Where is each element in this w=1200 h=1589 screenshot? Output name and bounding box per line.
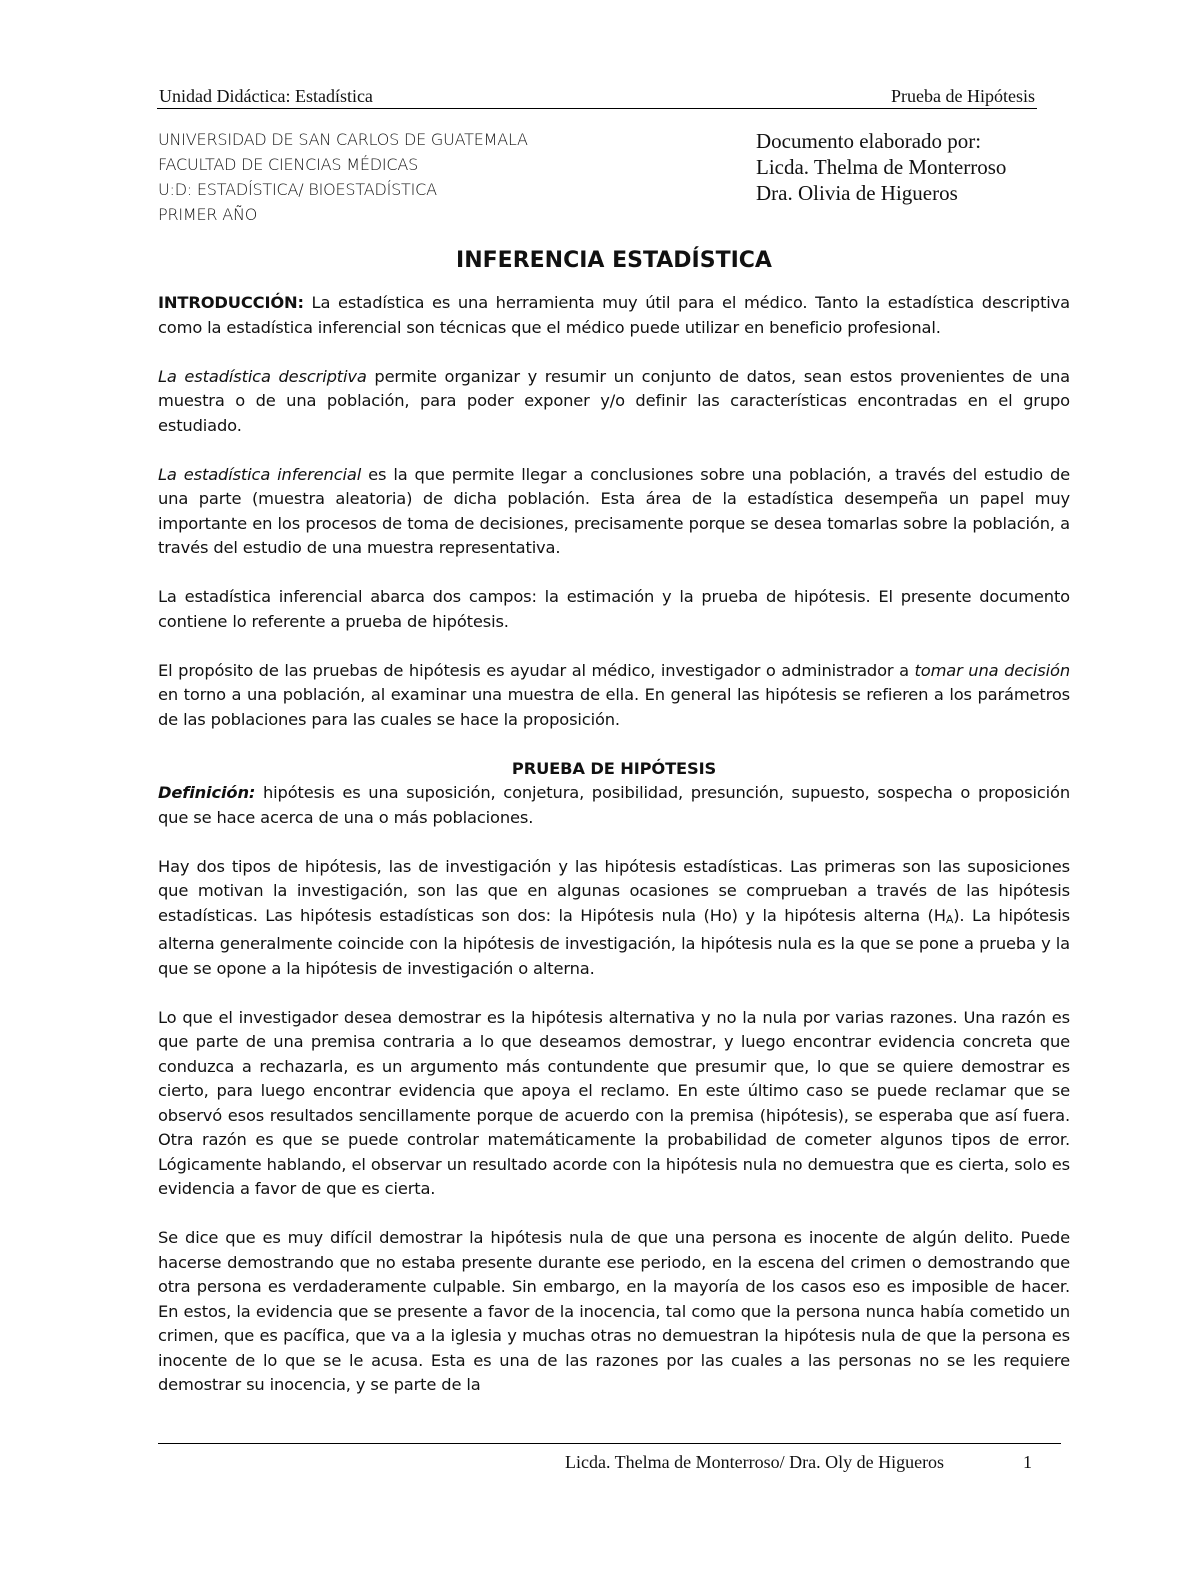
paragraph-difficult: Se dice que es muy difícil demostrar la hipótesis nula de que una persona es inocente de algún delito. Puede hacerse demostrando que no estaba presente durante ese periodo, en la escena del crimen o demostrando que otra persona es verdaderamente culpable. Sin embargo, en la mayoría de los casos eso es imposible de hacer. En estos, la evidencia que se presente a favor de la inocencia, tal como que la persona nunca había cometido un crimen, que es pacífica, que va a la iglesia y muchas otras no demuestran la hipótesis nula de que la persona es inocente de lo que se le acusa. Esta es una de las razones por las cuales a las personas no se les requiere demostrar su inocencia, y se parte de la <box>158 1228 1070 1394</box>
institution-faculty: FACULTAD DE CIENCIAS MÉDICAS <box>158 155 419 174</box>
types-text-after: ). La hipótesis alterna generalmente coincide con la hipótesis de investigación, la hipótesis nula es la que se pone a prueba y la que se opone a la hipótesis de investigación o alterna. <box>158 905 1070 978</box>
definition-label: Definición: <box>158 783 256 802</box>
descriptive-text: permite organizar y resumir un conjunto de datos, sean estos provenientes de una muestra o de una población, para poder exponer y/o definir las características encontradas en el grupo estudiado. <box>158 366 1070 435</box>
purpose-emphasis: tomar una decisión <box>914 660 1070 680</box>
descriptive-term: La estadística descriptiva <box>158 366 367 386</box>
definition-text: hipótesis es una suposición, conjetura, posibilidad, presunción, supuesto, sospecha o proposición que se hace acerca de una o más poblaciones. <box>158 783 1070 827</box>
alternative-subscript: A <box>945 912 954 926</box>
types-text-before: Hay dos tipos de hipótesis, las de investigación y las hipótesis estadísticas. Las primeras son las suposiciones que motivan la investigación, son las que en algunas ocasiones se comprueban a través de las hipótesis estadísticas. Las hipótesis estadísticas son dos: la Hipótesis nula (Ho) y la hipótesis alterna (H <box>158 856 1070 925</box>
running-header <box>157 86 1037 109</box>
document-body <box>158 291 1070 1422</box>
paragraph-introduction <box>158 291 1070 340</box>
author-1: Licda. Thelma de Monterroso <box>756 155 1007 179</box>
institution-university: UNIVERSIDAD DE SAN CARLOS DE GUATEMALA <box>158 130 528 149</box>
intro-text: La estadística es una herramienta muy útil para el médico. Tanto la estadística descriptiva como la estadística inferencial son técnicas que el médico puede utilizar en beneficio profesional. <box>158 293 1070 337</box>
section-title: PRUEBA DE HIPÓTESIS <box>511 758 717 778</box>
page-number: 1 <box>1023 1452 1032 1472</box>
footer-rule <box>158 1443 1061 1444</box>
paragraph-definition <box>158 781 1070 830</box>
authors-block <box>756 128 1006 206</box>
authors-heading: Documento elaborado por: <box>756 129 982 153</box>
intro-label: INTRODUCCIÓN: <box>158 293 304 312</box>
purpose-text-before: El propósito de las pruebas de hipótesis es ayudar al médico, investigador o administrador a <box>158 660 915 680</box>
document-title: INFERENCIA ESTADÍSTICA <box>456 248 772 273</box>
paragraph-descriptive <box>158 365 1070 439</box>
paragraph-researcher: Lo que el investigador desea demostrar es la hipótesis alternativa y no la nula por varias razones. Una razón es que parte de una premisa contraria a lo que deseamos demostrar, y luego encontrar evidencia concreta que conduzca a rechazarla, es un argumento más contundente que presumir que, lo que se quiere demostrar es cierto, para luego encontrar evidencia que apoya el reclamo. En este último caso se puede reclamar que se observó esos resultados sencillamente porque de acuerdo con la premisa (hipótesis), se esperaba que así fuera. Otra razón es que se puede controlar matemáticamente la probabilidad de cometer algunos tipos de error. Lógicamente hablando, el observar un resultado acorde con la hipótesis nula no demuestra que es cierta, solo es evidencia a favor de que es cierta. <box>158 1007 1070 1198</box>
institution-block <box>158 127 528 227</box>
header-unit-title: Unidad Didáctica: Estadística <box>159 86 373 106</box>
header-topic-title: Prueba de Hipótesis <box>891 86 1035 106</box>
institution-unit: U:D: ESTADÍSTICA/ BIOESTADÍSTICA <box>158 180 437 199</box>
inferential-text: es la que permite llegar a conclusiones sobre una población, a través del estudio de una parte (muestra aleatoria) de dicha población. Esta área de la estadística desempeña un papel muy importante en los procesos de toma de decisiones, precisamente porque se desea tomarlas sobre la población, a través del estudio de una muestra representativa. <box>158 464 1071 557</box>
inferential-term: La estadística inferencial <box>158 464 362 484</box>
paragraph-inferential <box>158 463 1070 561</box>
purpose-text-after: en torno a una población, al examinar una muestra de ella. En general las hipótesis se refieren a los parámetros de las poblaciones para las cuales se hace la proposición. <box>158 685 1070 729</box>
footer-authors: Licda. Thelma de Monterroso/ Dra. Oly de Higueros <box>565 1452 945 1472</box>
institution-year: PRIMER AÑO <box>158 205 258 224</box>
paragraph-fields: La estadística inferencial abarca dos campos: la estimación y la prueba de hipótesis. El presente documento contiene lo referente a prueba de hipótesis. <box>158 587 1070 631</box>
paragraph-purpose <box>158 659 1070 733</box>
paragraph-types <box>158 855 1070 982</box>
author-2: Dra. Olivia de Higueros <box>756 181 958 205</box>
